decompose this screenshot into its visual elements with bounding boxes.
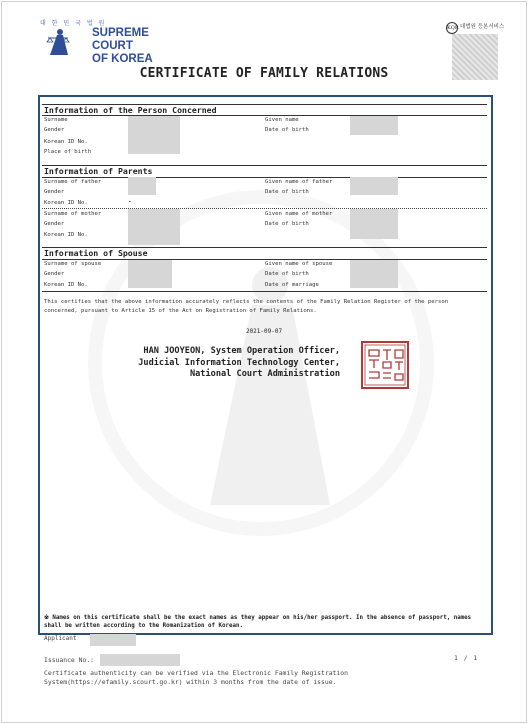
logo-line-1: SUPREME COURT [92, 27, 149, 52]
redacted-block [350, 209, 398, 239]
officer-line-2: Judicial Information Technology Center, [138, 357, 340, 368]
redacted-block [350, 116, 398, 135]
label-surname-mother: Surname of mother [44, 211, 102, 217]
page-number: 1 / 1 [454, 654, 478, 662]
redacted-block [100, 654, 180, 666]
official-seal-icon [360, 340, 410, 390]
label-gender: Gender [44, 271, 65, 277]
label-id-no: Korean ID No. [44, 282, 88, 288]
section-parents-title: Information of Parents [44, 166, 153, 176]
label-given-mother: Given name of mother [265, 211, 333, 217]
officer-line-3: National Court Administration [189, 369, 340, 379]
officer-signature-block [110, 346, 340, 381]
label-id-no: Korean ID No. [44, 139, 88, 145]
verification-text: Certificate authenticity can be verified via the Electronic Family Registration System(https://efamily.scourt.go.kr) within 3 months from the date of issue. [44, 669, 348, 686]
qr-label: 대법원 등본서비스 [460, 24, 505, 30]
label-date-of-marriage: Date of marriage [265, 282, 319, 288]
supreme-court-logo [40, 18, 190, 65]
label-place-of-birth: Place of birth [44, 149, 92, 155]
label-given-name: Given name [265, 117, 299, 123]
redacted-block [350, 260, 398, 288]
label-surname-father: Surname of father [44, 179, 102, 185]
label-gender: Gender [44, 127, 65, 133]
applicant-label: Applicant [44, 635, 77, 642]
kqr-icon: KQR [446, 22, 458, 34]
redacted-block [128, 177, 156, 195]
label-date-of-birth: Date of birth [265, 189, 309, 195]
label-given-father: Given name of father [265, 179, 333, 185]
label-surname-spouse: Surname of spouse [44, 261, 102, 267]
passport-name-note: ※ Names on this certificate shall be the exact names as they appear on his/her passport. In the absence of passport, names shall be written according to the Romanization of Korean. [44, 615, 472, 629]
label-date-of-birth: Date of birth [265, 127, 309, 133]
label-id-no: Korean ID No. [44, 232, 88, 238]
certification-text: This certifies that the above information accurately reflects the contents of the Family Relation Register of the person concerned, pursuant to Article 15 of the Act on Registration of Family Relations. [44, 299, 449, 314]
label-gender: Gender [44, 221, 65, 227]
dotted-divider [42, 208, 487, 209]
divider [42, 177, 487, 178]
issuance-number-label: Issuance No.: [44, 656, 95, 664]
label-given-spouse: Given name of spouse [265, 261, 333, 267]
logo-top-text: 대 한 민 국 법 원 [40, 20, 107, 27]
redacted-block [128, 260, 172, 288]
label-id-no: Korean ID No. [44, 200, 88, 206]
issue-date: 2021-09-07 [245, 328, 283, 335]
label-date-of-birth: Date of birth [265, 271, 309, 277]
divider [42, 259, 487, 260]
redacted-block [90, 634, 136, 646]
id-value: - [128, 199, 132, 205]
divider [42, 291, 487, 292]
divider [42, 115, 487, 116]
logo-line-2: OF KOREA [92, 53, 153, 65]
court-emblem-icon [46, 26, 70, 56]
label-date-of-birth: Date of birth [265, 221, 309, 227]
officer-line-1: HAN JOOYEON, System Operation Officer, [143, 346, 340, 356]
label-surname: Surname [44, 117, 68, 123]
redacted-block [350, 177, 398, 195]
redacted-block [128, 209, 180, 245]
section-spouse-title: Information of Spouse [44, 248, 148, 258]
section-person-title: Information of the Person Concerned [44, 105, 217, 115]
label-gender: Gender [44, 189, 65, 195]
redacted-block [128, 116, 180, 154]
document-title: CERTIFICATE OF FAMILY RELATIONS [139, 66, 389, 81]
logo-text [92, 27, 190, 66]
